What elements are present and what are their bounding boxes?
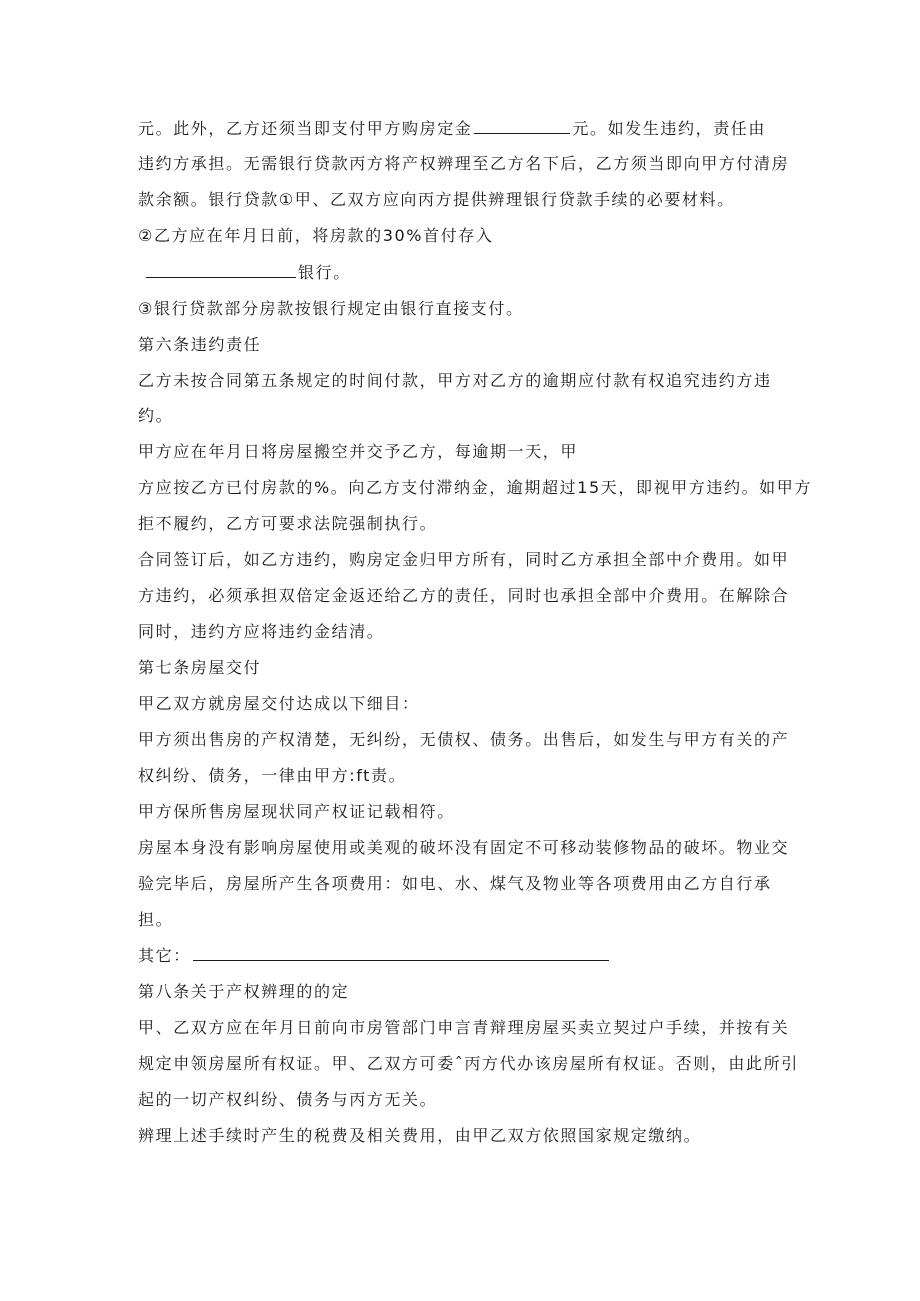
fill-in-blank bbox=[146, 262, 296, 278]
text-line: 款余额。银行贷款①甲、乙双方应向丙方提供辨理银行贷款手续的必要材料。 bbox=[138, 190, 735, 209]
text-line bbox=[138, 118, 766, 140]
text-segment: 银行。 bbox=[298, 263, 351, 282]
text-line: 甲方保所售房屋现状同产权证记载相符。 bbox=[138, 802, 455, 821]
text-line: 甲方须出售房的产权清楚，无纠纷，无债权、债务。出售后，如发生与甲方有关的产 bbox=[138, 730, 790, 749]
text-line: 同时，违约方应将违约金结清。 bbox=[138, 622, 385, 641]
text-line: 合同签订后，如乙方违约，购房定金归甲方所有，同时乙方承担全部中介费用。如甲 bbox=[138, 550, 790, 569]
text-line: 拒不履约，乙方可要求法院强制执行。 bbox=[138, 514, 438, 533]
text-segment: 元。此外，乙方还须当即支付甲方购房定金 bbox=[138, 119, 473, 138]
text-line: 约。 bbox=[138, 406, 174, 425]
section-heading: 第八条关于产权辨理的的定 bbox=[138, 982, 350, 1001]
text-line: 规定申领房屋所有权证。甲、乙双方可委ˆ丙方代办该房屋所有权证。否则，由此所引 bbox=[138, 1054, 799, 1073]
section-heading: 第六条违约责任 bbox=[138, 335, 262, 354]
text-line: 起的一切产权纠纷、债务与丙方无关。 bbox=[138, 1090, 438, 1109]
text-line: 方违约，必须承担双倍定金返还给乙方的责任，同时也承担全部中介费用。在解除合 bbox=[138, 586, 790, 605]
text-line bbox=[138, 945, 611, 967]
text-line: 方应按乙方已付房款的%。向乙方支付滞纳金，逾期超过15天，即视甲方违约。如甲方 bbox=[138, 478, 812, 497]
text-line: 甲方应在年月日将房屋搬空并交予乙方，每逾期一天，甲 bbox=[138, 442, 579, 461]
fill-in-blank bbox=[193, 945, 609, 961]
text-line: 权纠纷、债务，一律由甲方:ft责。 bbox=[138, 766, 407, 785]
text-line: 验完毕后，房屋所产生各项费用：如电、水、煤气及物业等各项费用由乙方自行承 bbox=[138, 874, 772, 893]
text-line: ③银行贷款部分房款按银行规定由银行直接支付。 bbox=[138, 299, 524, 318]
text-line: 甲乙双方就房屋交付达成以下细目： bbox=[138, 694, 420, 713]
text-line: 甲、乙双方应在年月日前向市房管部门申言青辩理房屋买卖立契过户手续，并按有关 bbox=[138, 1018, 790, 1037]
text-line: 担。 bbox=[138, 910, 174, 929]
text-line: 辨理上述手续时产生的税费及相关费用，由甲乙双方依照国家规定缴纳。 bbox=[138, 1126, 702, 1145]
text-line: 违约方承担。无需银行贷款丙方将产权辨理至乙方名下后，乙方须当即向甲方付清房 bbox=[138, 154, 790, 173]
text-segment: 元。如发生违约，责任由 bbox=[572, 119, 767, 138]
text-line bbox=[144, 262, 351, 284]
text-line: ②乙方应在年月日前，将房款的30%首付存入 bbox=[138, 226, 494, 245]
text-line: 乙方未按合同第五条规定的时间付款，甲方对乙方的逾期应付款有权追究违约方违 bbox=[138, 371, 772, 390]
text-line: 房屋本身没有影响房屋使用或美观的破坏没有固定不可移动装修物品的破坏。物业交 bbox=[138, 838, 790, 857]
section-heading: 第七条房屋交付 bbox=[138, 658, 262, 677]
fill-in-blank bbox=[474, 118, 570, 134]
text-segment: 其它： bbox=[138, 946, 191, 965]
